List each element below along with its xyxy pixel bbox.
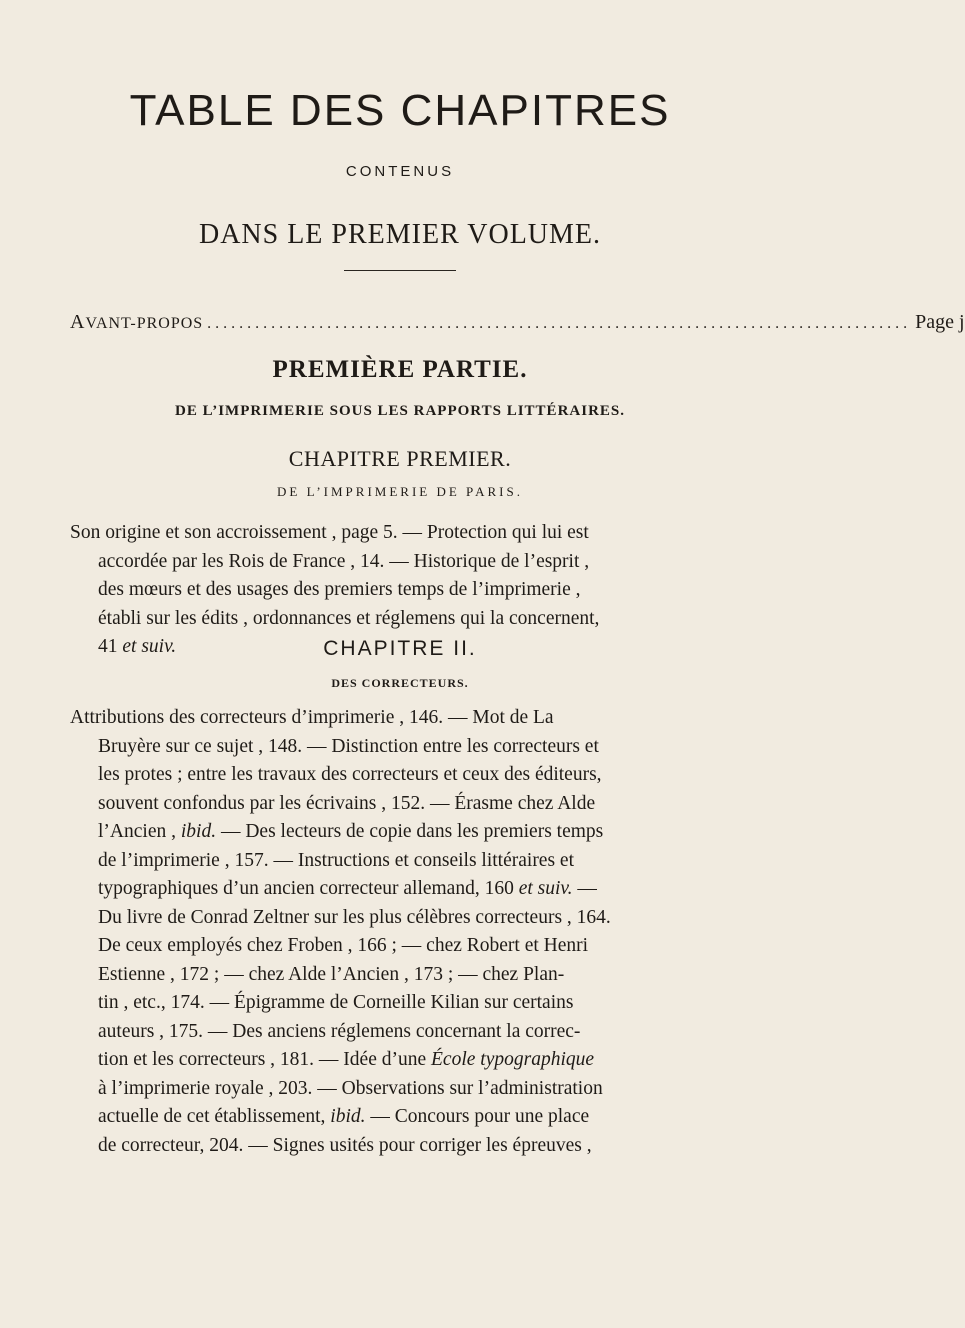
toc-entry-label: AVANT-PROPOS (70, 311, 204, 333)
summary-line: tin , etc., 174. — Épigramme de Corneille Kilian sur certains (98, 992, 574, 1013)
summary-line: accordée par les Rois de France , 14. — Historique de l’esprit , (98, 550, 590, 572)
divider-rule (344, 270, 456, 271)
summary-line: des mœurs et des usages des premiers temps de l’imprimerie , (98, 579, 581, 600)
summary-line: Attributions des correcteurs d’imprimerie , 146. — Mot de La (70, 707, 554, 728)
chapter-2-title: CHAPITRE II. (323, 637, 477, 660)
summary-line: Du livre de Conrad Zeltner sur les plus célèbres correcteurs , 164. (98, 906, 611, 928)
chapter-2-subtitle: DES CORRECTEURS. (331, 676, 469, 690)
summary-line: de l’imprimerie , 157. — Instructions et conseils littéraires et (98, 849, 574, 871)
summary-line: les protes ; entre les travaux des correcteurs et ceux des éditeurs, (98, 764, 602, 785)
dot-leader: ........................................................................................ (207, 315, 912, 332)
volume-heading: DANS LE PREMIER VOLUME. (198, 219, 602, 250)
summary-line: souvent confondus par les écrivains , 152. — Érasme chez Alde (98, 792, 596, 814)
summary-line: tion et les correcteurs , 181. — Idée d’une École typographique (98, 1049, 595, 1070)
part-subtitle: DE L’IMPRIMERIE SOUS LES RAPPORTS LITTÉRAIRES. (174, 403, 625, 419)
summary-line: établi sur les édits , ordonnances et réglemens qui la concernent, (98, 607, 600, 629)
summary-line: 41 et suiv. (98, 636, 177, 657)
chapter-1-subtitle: DE L’IMPRIMERIE DE PARIS. (277, 484, 523, 499)
page-title: TABLE DES CHAPITRES (129, 86, 671, 135)
toc-entry-avant-propos[interactable] (70, 311, 965, 341)
chapter-2-summary (70, 704, 730, 1160)
page-subtitle: CONTENUS (345, 163, 455, 180)
summary-line: actuelle de cet établissement, ibid. — Concours pour une place (98, 1106, 590, 1127)
summary-line: Son origine et son accroissement , page 5. — Protection qui lui est (70, 522, 589, 543)
summary-line: typographiques d’un ancien correcteur allemand, 160 et suiv. — (98, 878, 597, 899)
summary-line: De ceux employés chez Froben , 166 ; — chez Robert et Henri (98, 935, 589, 956)
chapter-1-title: CHAPITRE PREMIER. (288, 446, 512, 471)
summary-line: Bruyère sur ce sujet , 148. — Distinction entre les correcteurs et (98, 735, 599, 757)
part-title: PREMIÈRE PARTIE. (272, 356, 528, 383)
summary-line: à l’imprimerie royale , 203. — Observations sur l’administration (98, 1077, 603, 1099)
summary-line: auteurs , 175. — Des anciens réglemens concernant la correc- (98, 1020, 581, 1042)
summary-line: Estienne , 172 ; — chez Alde l’Ancien , 173 ; — chez Plan- (98, 963, 565, 985)
summary-line: l’Ancien , ibid. — Des lecteurs de copie dans les premiers temps (98, 821, 604, 842)
toc-entry-page: Page j (915, 311, 965, 333)
summary-line: de correcteur, 204. — Signes usités pour corriger les épreuves , (98, 1134, 592, 1156)
